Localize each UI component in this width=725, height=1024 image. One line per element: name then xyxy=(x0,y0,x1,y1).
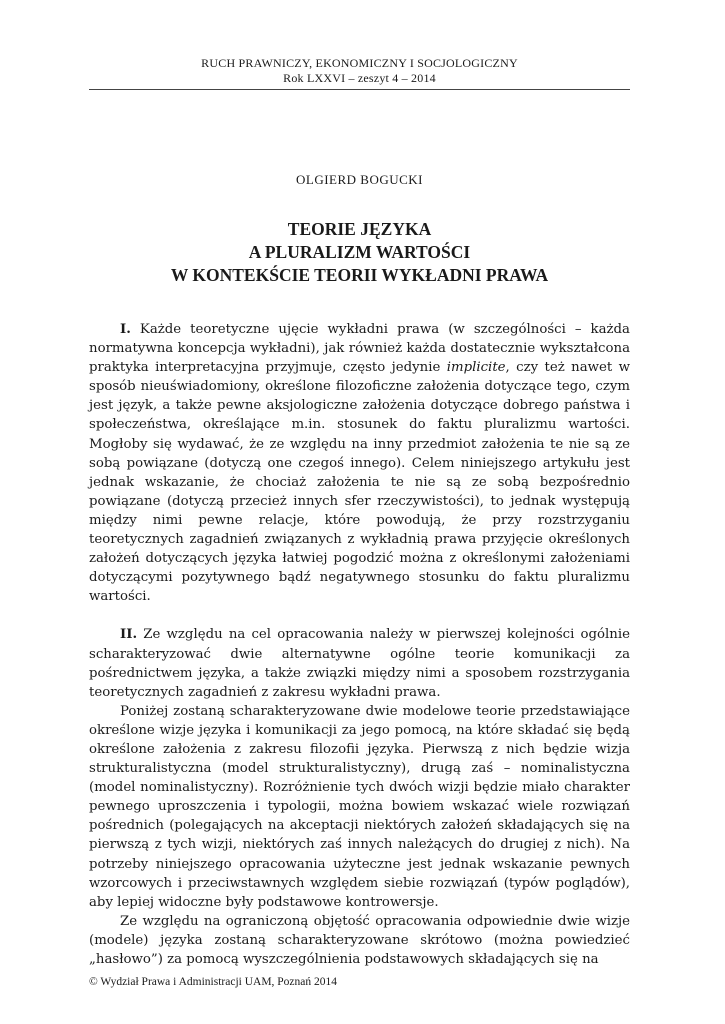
header-divider xyxy=(89,89,630,90)
paragraph-text: Ze względu na cel opracowania należy w pierwszej kolejności ogólnie scharakteryzować dwie alternatywne ogólne teorie komunikacji za pośrednictwem języka, a także związki między nimi a sposobem rozstrzygania teoretycznych zagadnień z zakresu wykładni prawa. xyxy=(89,627,630,700)
title-line: A PLURALIZM WARTOŚCI xyxy=(248,242,471,262)
copyright-footer: © Wydział Prawa i Administracji UAM, Poznań 2014 xyxy=(89,976,338,988)
author-name: OLGIERD BOGUCKI xyxy=(295,172,424,187)
body-paragraph: Poniżej zostaną scharakteryzowane dwie modelowe teorie przedstawiające określone wizje języka i komunikacji za jego pomocą, na które składać się będą określone założenia z zakresu filozofii języka. Pierwszą z nich będzie wizja strukturalistyczna (model strukturalistyczny), drugą zaś – nominalistyczna (model nominalistyczny). Rozróżnienie tych dwóch wizji będzie miało charakter pewnego uproszczenia i typologii, można bowiem wskazać wiele rozwiązań pośrednich (polegających na akceptacji niektórych założeń składających się na pierwszą z tych wizji, niektórych zaś innych należących do drugiej z nich). Na potrzeby niniejszego opracowania użyteczne jest jednak wskazanie pewnych wzorcowych i przeciwstawnych względem siebie rozwiązań (typów poglądów), aby lepiej widoczne były podstawowe kontrowersje. xyxy=(89,703,630,910)
body-paragraph: Ze względu na ograniczoną objętość opracowania odpowiednie dwie wizje (modele) języka zostaną scharakteryzowane skrótowo (można powiedzieć „hasłowo”) za pomocą wyszczególnienia podstawowych składających się na xyxy=(89,913,630,967)
section-marker: I. xyxy=(120,322,131,337)
paragraph-text: , czy też nawet w sposób nieuświadomiony, określone filozoficzne założenia dotyczące tego, czym jest język, a także pewne aksjologiczne założenia dotyczące dobrego państwa i społeczeństwa, określające m.in. stosunek do faktu pluralizmu wartości. Mogłoby się wydawać, że ze względu na inny przedmiot założenia te nie są ze sobą powiązane (dotyczą one czegoś innego). Celem niniejszego artykułu jest jednak wskazanie, że chociaż założenia te nie są ze sobą bezpośrednio powiązane (dotyczą przecież innych sfer rzeczywistości), to jednak występują między nimi pewne relacje, które powodują, że przy rozstrzyganiu teoretycznych zagadnień związanych z wykładnią prawa przyjęcie określonych założeń dotyczących języka łatwiej pogodzić można z określonymi założeniami dotyczącymi pozytywnego bądź negatywnego stosunku do faktu pluralizmu wartości. xyxy=(89,360,630,605)
paragraph-text: Każde teoretyczne ujęcie wykładni prawa (w szczególności – każda normatywna koncepcja wykładni), jak również każda dostatecznie wykształcona praktyka interpretacyjna przyjmuje, często jedynie xyxy=(89,322,630,376)
journal-name: RUCH PRAWNICZY, EKONOMICZNY I SOCJOLOGICZNY xyxy=(201,56,518,70)
journal-header xyxy=(89,56,630,86)
emphasized-term: implicite xyxy=(446,360,506,376)
title-line: TEORIE JĘZYKA xyxy=(287,219,432,239)
article-title xyxy=(89,218,630,287)
section-1-paragraph xyxy=(89,320,630,606)
journal-issue: Rok LXXVI – zeszyt 4 – 2014 xyxy=(283,71,436,85)
title-line: W KONTEKŚCIE TEORII WYKŁADNI PRAWA xyxy=(170,265,549,285)
section-2-paragraph xyxy=(89,625,630,701)
article-body xyxy=(89,320,630,969)
section-marker: II. xyxy=(120,627,138,643)
